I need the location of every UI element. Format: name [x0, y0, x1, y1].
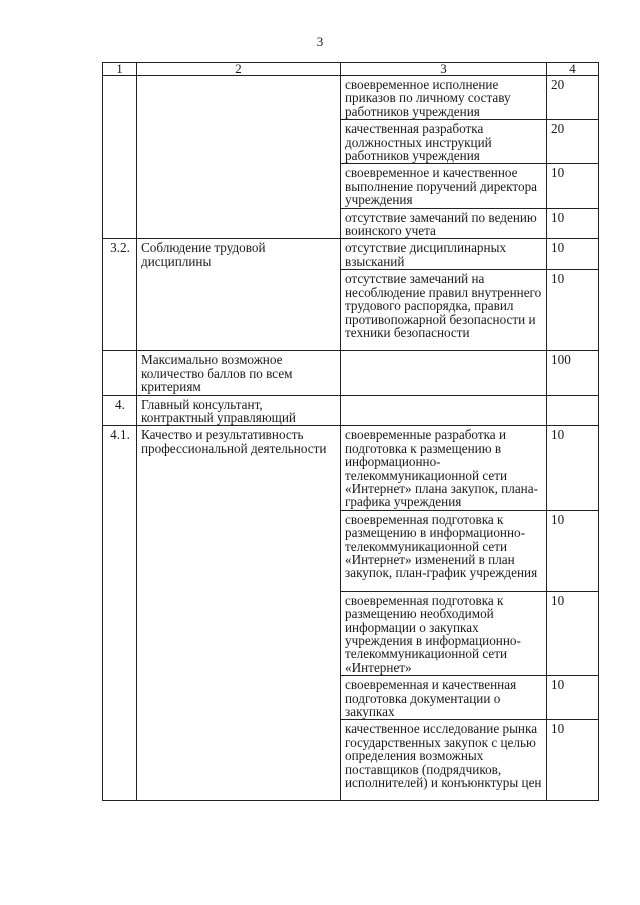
criterion-cell: своевременное и качественное выполнение поручений директора учреждения — [341, 164, 547, 208]
score-cell: 100 — [547, 351, 599, 395]
indicator-name-cell: Качество и результативность профессиональной деятельности — [137, 426, 341, 801]
table-row — [103, 239, 599, 270]
criterion-cell: отсутствие замечаний на несоблюдение правил внутреннего трудового распорядка, правил противопожарной безопасности и техники безопасности — [341, 270, 547, 351]
criterion-cell: качественное исследование рынка государственных закупок с целью определения возможных поставщиков (подрядчиков, исполнителей) и конъюнктуры цен — [341, 720, 547, 801]
criterion-cell — [341, 351, 547, 395]
criterion-cell — [341, 395, 547, 426]
indicator-name-cell: Главный консультант, контрактный управляющий — [137, 395, 341, 426]
score-cell: 10 — [547, 270, 599, 351]
score-cell: 10 — [547, 720, 599, 801]
criterion-cell: своевременные разработка и подготовка к размещению в информационно-телекоммуникационной сети «Интернет» плана закупок, плана-графика учреждения — [341, 426, 547, 510]
score-cell: 10 — [547, 164, 599, 208]
table-row — [103, 76, 599, 120]
row-number-cell: 4.1. — [103, 426, 137, 801]
page-number: 3 — [316, 34, 324, 49]
indicator-name-cell: Соблюдение трудовой дисциплины — [137, 239, 341, 351]
column-header: 2 — [137, 63, 341, 76]
criterion-cell: своевременная подготовка к размещению в информационно-телекоммуникационной сети «Интернет» изменений в план закупок, план-график учреждения — [341, 510, 547, 591]
criterion-cell: своевременная и качественная подготовка документации о закупках — [341, 676, 547, 720]
indicator-name-cell — [137, 76, 341, 239]
row-number-cell — [103, 351, 137, 395]
score-cell: 10 — [547, 676, 599, 720]
table-row — [103, 395, 599, 426]
score-cell: 20 — [547, 120, 599, 164]
score-cell: 10 — [547, 239, 599, 270]
table-row — [103, 426, 599, 510]
column-header: 3 — [341, 63, 547, 76]
criterion-cell: отсутствие дисциплинарных взысканий — [341, 239, 547, 270]
column-header: 4 — [547, 63, 599, 76]
indicator-name-cell: Максимально возможное количество баллов по всем критериям — [137, 351, 341, 395]
table-row — [103, 351, 599, 395]
column-header: 1 — [103, 63, 137, 76]
table-header-row — [103, 63, 599, 76]
score-cell: 10 — [547, 208, 599, 239]
criteria-table — [102, 62, 599, 801]
score-cell: 20 — [547, 76, 599, 120]
score-cell: 10 — [547, 426, 599, 510]
row-number-cell: 4. — [103, 395, 137, 426]
criterion-cell: своевременное исполнение приказов по личному составу работников учреждения — [341, 76, 547, 120]
score-cell — [547, 395, 599, 426]
score-cell: 10 — [547, 591, 599, 675]
criterion-cell: своевременная подготовка к размещению необходимой информации о закупках учреждения в информационно-телекоммуникационной сети «Интернет» — [341, 591, 547, 675]
criterion-cell: отсутствие замечаний по ведению воинского учета — [341, 208, 547, 239]
criterion-cell: качественная разработка должностных инструкций работников учреждения — [341, 120, 547, 164]
score-cell: 10 — [547, 510, 599, 591]
row-number-cell: 3.2. — [103, 239, 137, 351]
row-number-cell — [103, 76, 137, 239]
